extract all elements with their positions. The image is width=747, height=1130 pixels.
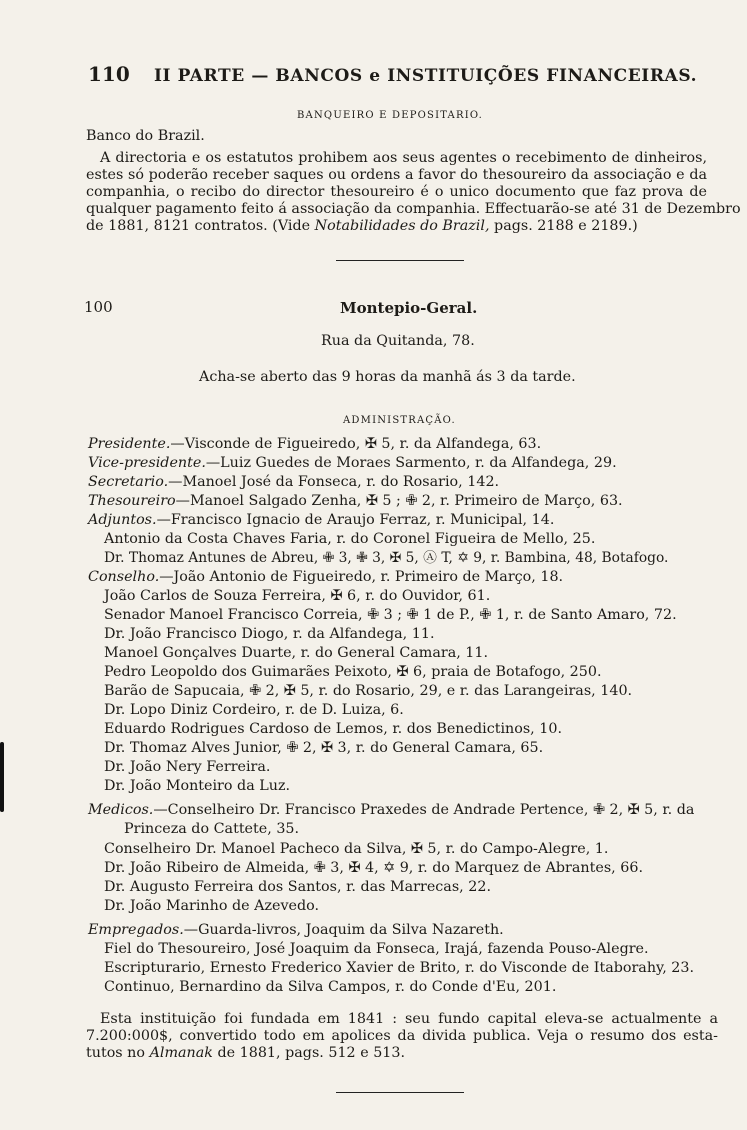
admin-entry [104,683,632,699]
paragraph-line: companhia, o recibo do director thesoureiro é o unico documento que faz prova de [86,184,707,200]
administration-heading: ADMINISTRAÇÃO. [343,415,456,426]
entry-text: Antonio da Costa Chaves Faria, r. do Coronel Figueira de Mello, 25. [104,531,596,547]
page-number: 110 [88,62,130,86]
margin-ink-mark [0,742,4,812]
admin-entry [104,588,490,604]
paragraph-line-last [86,218,638,234]
paragraph-line: qualquer pagamento feito á associação da companhia. Effectuarão-se até 31 de Dezembro [86,201,741,217]
medicos-entry: Dr. João Ribeiro de Almeida, ✙ 3, ✠ 4, ✡ 9, r. do Marquez de Abrantes, 66. [104,860,643,876]
role-label: Medicos. [88,802,154,818]
entry-text: —Luiz Guedes de Moraes Sarmento, r. da Alfandega, 29. [205,455,617,471]
entry-text: Senador Manoel Francisco Correia, ✙ 3 ; ✙ 1 de P., ✙ 1, r. de Santo Amaro, 72. [104,607,677,623]
medicos-continuation: Princeza do Cattete, 35. [124,821,300,837]
role-label: Presidente. [88,436,171,452]
admin-entry [88,493,623,509]
section-divider [336,260,464,261]
admin-entry [104,740,543,756]
paragraph-line: A directoria e os estatutos prohibem aos seus agentes o recebimento de dinheiros, [100,150,707,166]
institution-address: Rua da Quitanda, 78. [321,333,475,349]
entry-text: —Francisco Ignacio de Araujo Ferraz, r. Municipal, 14. [156,512,555,528]
footnote-line: Esta instituição foi fundada em 1841 : seu fundo capital eleva-se actualmente a [100,1011,718,1027]
vide-open: (Vide [272,218,311,234]
medicos-entry: Conselheiro Dr. Manoel Pacheco da Silva, ✠ 5, r. do Campo-Alegre, 1. [104,841,609,857]
entry-text: —Manoel Salgado Zenha, ✠ 5 ; ✙ 2, r. Primeiro de Março, 63. [175,493,623,509]
admin-entry [88,569,563,585]
admin-entry [104,531,595,547]
entry-text: Dr. João Francisco Diogo, r. da Alfandega, 11. [104,626,435,642]
section-subheading: BANQUEIRO E DEPOSITARIO. [297,110,484,121]
empregados-entry [88,922,504,938]
admin-entry [104,778,290,794]
admin-entry [104,702,404,718]
entry-text: Pedro Leopoldo dos Guimarães Peixoto, ✠ 6, praia de Botafogo, 250. [104,664,602,680]
role-label: Vice-presidente. [88,455,206,471]
role-label: Empregados. [88,922,184,938]
admin-entry [104,759,270,775]
footnote-text: tutos no [86,1045,146,1061]
paragraph-line: estes só poderão receber saques ou ordens a favor do thesoureiro da associação e da [86,167,707,183]
admin-entry [104,626,435,642]
admin-entry [88,436,541,452]
footnote-line: 7.200:000$, convertido todo em apolices da divida publica. Veja o resumo dos esta- [86,1028,718,1044]
entry-text: —Visconde de Figueiredo, ✠ 5, r. da Alfandega, 63. [170,436,542,452]
running-title: II PARTE — BANCOS e INSTITUIÇÕES FINANCEIRAS. [154,66,698,86]
closing-divider [336,1092,464,1093]
vide-reference: Notabilidades do Brazil, [314,218,490,234]
role-label: Thesoureiro [88,493,176,509]
empregados-entry: Continuo, Bernardino da Silva Campos, r. do Conde d'Eu, 201. [104,979,557,995]
entry-text: João Carlos de Souza Ferreira, ✠ 6, r. do Ouvidor, 61. [104,588,491,604]
almanak-title: Almanak [149,1045,213,1061]
institution-title: Montepio-Geral. [340,299,478,317]
entry-text: Dr. Thomaz Antunes de Abreu, ✙ 3, ✙ 3, ✠ 5, Ⓐ T, ✡ 9, r. Bambina, 48, Botafogo. [104,550,669,566]
entry-text: —Guarda-livros, Joaquim da Silva Nazareth. [183,922,504,938]
admin-entry [88,512,554,528]
opening-hours: Acha-se aberto das 9 horas da manhã ás 3 da tarde. [199,369,576,385]
entry-text: Dr. Lopo Diniz Cordeiro, r. de D. Luiza, 6. [104,702,404,718]
empregados-entry: Fiel do Thesoureiro, José Joaquim da Fonseca, Irajá, fazenda Pouso-Alegre. [104,941,649,957]
entry-text: Dr. João Monteiro da Luz. [104,778,291,794]
admin-entry [104,550,668,566]
footnote-text: de 1881, pags. 512 e 513. [217,1045,406,1061]
entry-text: —Conselheiro Dr. Francisco Praxedes de Andrade Pertence, ✙ 2, ✠ 5, r. da [153,802,695,818]
role-label: Conselho. [88,569,160,585]
admin-entry [104,664,602,680]
entry-text: Barão de Sapucaia, ✙ 2, ✠ 5, r. do Rosario, 29, e r. das Larangeiras, 140. [104,683,633,699]
admin-entry [104,721,562,737]
entry-text: Dr. Thomaz Alves Junior, ✙ 2, ✠ 3, r. do General Camara, 65. [104,740,544,756]
entry-text: —João Antonio de Figueiredo, r. Primeiro de Março, 18. [159,569,564,585]
admin-entry [88,455,617,471]
entry-text: Manoel Gonçalves Duarte, r. do General Camara, 11. [104,645,489,661]
margin-number: 100 [84,298,113,316]
admin-entry [104,645,488,661]
vide-close: pags. 2188 e 2189.) [494,218,638,234]
entry-name: Banco do Brazil. [86,128,205,144]
medicos-entry [88,802,694,818]
footnote-line-last [86,1045,405,1061]
medicos-entry: Dr. Augusto Ferreira dos Santos, r. das Marrecas, 22. [104,879,491,895]
entry-text: Dr. João Nery Ferreira. [104,759,271,775]
admin-entry [104,607,677,623]
entry-text: —Manoel José da Fonseca, r. do Rosario, 142. [168,474,500,490]
role-label: Adjuntos. [88,512,157,528]
role-label: Secretario. [88,474,169,490]
entry-text: Eduardo Rodrigues Cardoso de Lemos, r. dos Benedictinos, 10. [104,721,562,737]
empregados-entry: Escripturario, Ernesto Frederico Xavier de Brito, r. do Visconde de Itaborahy, 23. [104,960,695,976]
medicos-entry: Dr. João Marinho de Azevedo. [104,898,320,914]
contracts-text: de 1881, 8121 contratos. [86,218,268,234]
admin-entry [88,474,499,490]
